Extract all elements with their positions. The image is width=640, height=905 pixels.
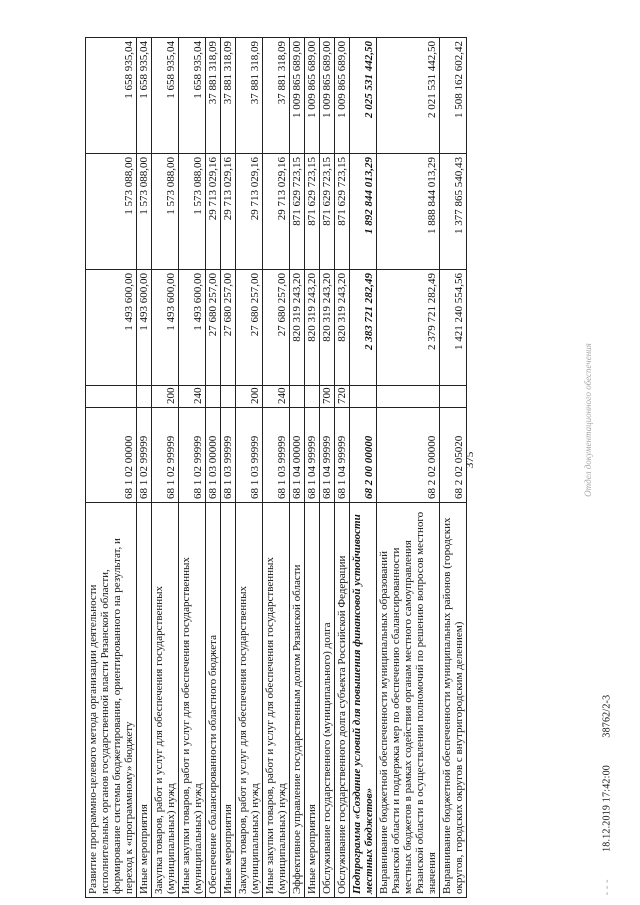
table-row <box>221 38 236 898</box>
row-value-2022-cell: 1 658 935,04 <box>152 38 179 154</box>
row-type-cell: 240 <box>263 386 290 408</box>
table-row <box>335 38 350 898</box>
row-name-cell: Обеспечение сбалансированности областного бюджета <box>206 503 221 898</box>
row-value-2020-cell: 820 319 243,20 <box>305 270 320 386</box>
row-value-2020-cell: 27 680 257,00 <box>236 270 263 386</box>
row-value-2022-cell: 2 025 531 442,50 <box>350 38 377 154</box>
table-row <box>350 38 377 898</box>
budget-table-body <box>86 38 467 898</box>
page-number: 375 <box>464 451 476 469</box>
table-row <box>152 38 179 898</box>
row-type-cell <box>350 386 377 408</box>
row-code-cell: 68 1 03 99999 <box>221 408 236 503</box>
row-value-2020-cell: 820 319 243,20 <box>320 270 335 386</box>
table-row <box>236 38 263 898</box>
row-type-cell: 720 <box>335 386 350 408</box>
row-value-2022-cell: 1 009 865 689,00 <box>320 38 335 154</box>
row-value-2021-cell: 1 573 088,00 <box>86 154 137 270</box>
row-value-2022-cell: 1 009 865 689,00 <box>290 38 305 154</box>
footer-document-number: 38762/2-3 <box>601 694 613 738</box>
row-value-2020-cell: 27 680 257,00 <box>206 270 221 386</box>
table-row <box>263 38 290 898</box>
row-value-2022-cell: 1 009 865 689,00 <box>335 38 350 154</box>
row-name-cell: Иные закупки товаров, работ и услуг для обеспечения государственных (муниципальных) нужд <box>179 503 206 898</box>
row-value-2020-cell: 1 493 600,00 <box>179 270 206 386</box>
footer-faint-mark: - - - <box>601 879 613 896</box>
row-value-2022-cell: 1 508 162 602,42 <box>440 38 467 154</box>
row-type-cell <box>221 386 236 408</box>
row-code-cell: 68 1 04 99999 <box>335 408 350 503</box>
budget-table-container <box>85 38 583 898</box>
row-value-2021-cell: 871 629 723,15 <box>320 154 335 270</box>
row-name-cell: Иные мероприятия <box>305 503 320 898</box>
row-value-2021-cell: 1 573 088,00 <box>179 154 206 270</box>
row-type-cell <box>377 386 440 408</box>
table-row <box>86 38 137 898</box>
table-row <box>440 38 467 898</box>
table-row <box>206 38 221 898</box>
row-value-2021-cell: 871 629 723,15 <box>335 154 350 270</box>
row-type-cell: 700 <box>320 386 335 408</box>
budget-table-rotated <box>85 38 583 898</box>
row-code-cell: 68 1 04 00000 <box>290 408 305 503</box>
row-name-cell: Эффективное управление государственным долгом Рязанской области <box>290 503 305 898</box>
row-value-2020-cell: 820 319 243,20 <box>335 270 350 386</box>
row-type-cell: 240 <box>179 386 206 408</box>
row-code-cell: 68 1 02 99999 <box>137 408 152 503</box>
row-type-cell <box>206 386 221 408</box>
watermark-stamp: Отдел документационного обеспечения <box>583 343 593 497</box>
row-value-2022-cell: 1 658 935,04 <box>86 38 137 154</box>
row-name-cell: Закупка товаров, работ и услуг для обеспечения государственных (муниципальных) нужд <box>236 503 263 898</box>
row-value-2020-cell: 27 680 257,00 <box>221 270 236 386</box>
row-code-cell: 68 1 02 99999 <box>179 408 206 503</box>
row-type-cell <box>86 386 137 408</box>
row-code-cell: 68 1 03 00000 <box>206 408 221 503</box>
row-value-2021-cell: 871 629 723,15 <box>305 154 320 270</box>
row-value-2020-cell: 27 680 257,00 <box>263 270 290 386</box>
row-type-cell <box>440 386 467 408</box>
row-value-2021-cell: 871 629 723,15 <box>290 154 305 270</box>
row-value-2021-cell: 1 377 865 540,43 <box>440 154 467 270</box>
row-name-cell: Развитие программно-целевого метода организации деятельности исполнительных органов государственной власти Рязанской области, формирование системы бюджетирования, ориентированного на результат, и переход к «программному» бюджету <box>86 503 137 898</box>
row-value-2021-cell: 29 713 029,16 <box>221 154 236 270</box>
footer <box>602 695 613 896</box>
row-code-cell: 68 1 03 99999 <box>236 408 263 503</box>
row-value-2021-cell: 1 892 844 013,29 <box>350 154 377 270</box>
row-code-cell: 68 1 04 99999 <box>305 408 320 503</box>
row-code-cell: 68 1 04 99999 <box>320 408 335 503</box>
row-code-cell: 68 1 02 00000 <box>86 408 137 503</box>
row-type-cell: 200 <box>152 386 179 408</box>
row-value-2022-cell: 1 658 935,04 <box>137 38 152 154</box>
row-value-2021-cell: 29 713 029,16 <box>263 154 290 270</box>
budget-table <box>85 37 467 898</box>
row-name-cell: Обслуживание государственного (муниципального) долга <box>320 503 335 898</box>
row-value-2020-cell: 1 493 600,00 <box>137 270 152 386</box>
row-value-2021-cell: 29 713 029,16 <box>236 154 263 270</box>
row-value-2020-cell: 820 319 243,20 <box>290 270 305 386</box>
row-value-2021-cell: 1 573 088,00 <box>152 154 179 270</box>
row-value-2022-cell: 37 881 318,09 <box>206 38 221 154</box>
row-value-2022-cell: 37 881 318,09 <box>236 38 263 154</box>
row-value-2020-cell: 2 379 721 282,49 <box>377 270 440 386</box>
table-row <box>305 38 320 898</box>
table-row <box>290 38 305 898</box>
row-name-cell: Иные закупки товаров, работ и услуг для обеспечения государственных (муниципальных) нужд <box>263 503 290 898</box>
row-type-cell <box>290 386 305 408</box>
row-value-2020-cell: 1 421 240 554,56 <box>440 270 467 386</box>
row-type-cell <box>305 386 320 408</box>
row-name-cell: Иные мероприятия <box>137 503 152 898</box>
row-name-cell: Выравнивание бюджетной обеспеченности муниципальных районов (городских округов, городских округов с внутригородским делением) <box>440 503 467 898</box>
row-name-cell: Обслуживание государственного долга субъекта Российской Федерации <box>335 503 350 898</box>
table-row <box>320 38 335 898</box>
row-value-2021-cell: 29 713 029,16 <box>206 154 221 270</box>
row-value-2022-cell: 1 009 865 689,00 <box>305 38 320 154</box>
row-code-cell: 68 2 02 05020 <box>440 408 467 503</box>
row-code-cell: 68 1 02 99999 <box>152 408 179 503</box>
row-value-2020-cell: 1 493 600,00 <box>86 270 137 386</box>
table-row <box>137 38 152 898</box>
row-code-cell: 68 2 00 00000 <box>350 408 377 503</box>
row-value-2021-cell: 1 573 088,00 <box>137 154 152 270</box>
table-row <box>377 38 440 898</box>
row-name-cell: Подпрограмма «Создание условий для повышения финансовой устойчивости местных бюджетов» <box>350 503 377 898</box>
row-name-cell: Закупка товаров, работ и услуг для обеспечения государственных (муниципальных) нужд <box>152 503 179 898</box>
row-code-cell: 68 2 02 00000 <box>377 408 440 503</box>
row-value-2022-cell: 37 881 318,09 <box>221 38 236 154</box>
row-code-cell: 68 1 03 99999 <box>263 408 290 503</box>
row-value-2020-cell: 2 383 721 282,49 <box>350 270 377 386</box>
row-value-2022-cell: 1 658 935,04 <box>179 38 206 154</box>
row-value-2021-cell: 1 888 844 013,29 <box>377 154 440 270</box>
row-value-2020-cell: 1 493 600,00 <box>152 270 179 386</box>
footer-timestamp: 18.12.2019 17:42:00 <box>601 765 613 852</box>
row-type-cell <box>137 386 152 408</box>
row-type-cell: 200 <box>236 386 263 408</box>
row-name-cell: Выравнивание бюджетной обеспеченности муниципальных образований Рязанской области и поддержка мер по обеспечению сбалансированности местных бюджетов в рамках содействия органам местного самоуправления Рязанской области в осуществлении полномочий по решению вопросов местного значения <box>377 503 440 898</box>
row-value-2022-cell: 2 021 531 442,50 <box>377 38 440 154</box>
row-value-2022-cell: 37 881 318,09 <box>263 38 290 154</box>
row-name-cell: Иные мероприятия <box>221 503 236 898</box>
table-row <box>179 38 206 898</box>
